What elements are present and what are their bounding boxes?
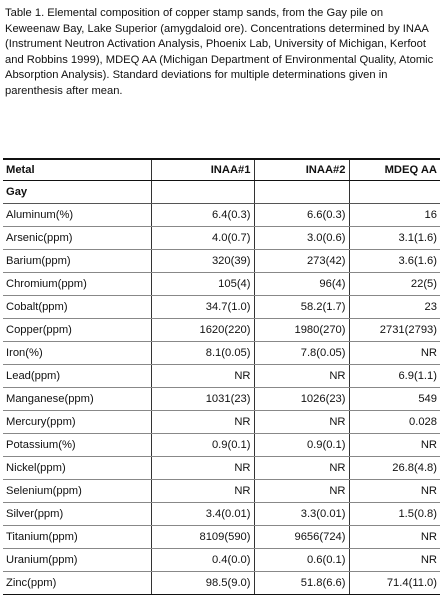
table-row — [3, 365, 440, 388]
metal-cell: Lead(ppm) — [3, 365, 151, 388]
metal-cell: Aluminum(%) — [3, 204, 151, 227]
metal-cell: Uranium(ppm) — [3, 549, 151, 572]
table-row — [3, 273, 440, 296]
inaa1-cell: 98.5(9.0) — [151, 572, 254, 595]
metal-cell: Barium(ppm) — [3, 250, 151, 273]
metal-cell: Selenium(ppm) — [3, 480, 151, 503]
table-row — [3, 250, 440, 273]
mdeq-aa-cell: NR — [349, 342, 440, 365]
mdeq-aa-cell: 26.8(4.8) — [349, 457, 440, 480]
metal-cell: Silver(ppm) — [3, 503, 151, 526]
table-row — [3, 204, 440, 227]
inaa1-cell: NR — [151, 480, 254, 503]
table-row — [3, 388, 440, 411]
table-row — [3, 457, 440, 480]
mdeq-aa-cell: 549 — [349, 388, 440, 411]
inaa2-cell: 96(4) — [254, 273, 349, 296]
inaa2-cell: NR — [254, 480, 349, 503]
inaa2-cell: 3.3(0.01) — [254, 503, 349, 526]
header-row — [3, 160, 440, 181]
table-row — [3, 526, 440, 549]
group-cell — [151, 181, 254, 204]
metal-cell: Copper(ppm) — [3, 319, 151, 342]
column-header-metal: Metal — [3, 160, 151, 181]
inaa1-cell: 8109(590) — [151, 526, 254, 549]
group-label: Gay — [3, 181, 151, 204]
group-row — [3, 181, 440, 204]
table-row — [3, 503, 440, 526]
mdeq-aa-cell: 23 — [349, 296, 440, 319]
inaa1-cell: 0.9(0.1) — [151, 434, 254, 457]
metal-cell: Nickel(ppm) — [3, 457, 151, 480]
table-row — [3, 434, 440, 457]
mdeq-aa-cell: 2731(2793) — [349, 319, 440, 342]
inaa2-cell: 1026(23) — [254, 388, 349, 411]
inaa2-cell: 51.8(6.6) — [254, 572, 349, 595]
inaa1-cell: 4.0(0.7) — [151, 227, 254, 250]
table-row — [3, 549, 440, 572]
inaa1-cell: 8.1(0.05) — [151, 342, 254, 365]
table-body — [3, 181, 440, 595]
inaa2-cell: 3.0(0.6) — [254, 227, 349, 250]
metal-cell: Arsenic(ppm) — [3, 227, 151, 250]
inaa2-cell: 0.6(0.1) — [254, 549, 349, 572]
column-header-inaa1: INAA#1 — [151, 160, 254, 181]
inaa1-cell: NR — [151, 411, 254, 434]
group-cell — [349, 181, 440, 204]
mdeq-aa-cell: 71.4(11.0) — [349, 572, 440, 595]
metal-cell: Cobalt(ppm) — [3, 296, 151, 319]
mdeq-aa-cell: 3.6(1.6) — [349, 250, 440, 273]
table-container — [3, 158, 440, 595]
mdeq-aa-cell: 0.028 — [349, 411, 440, 434]
mdeq-aa-cell: NR — [349, 434, 440, 457]
group-cell — [254, 181, 349, 204]
table-row — [3, 411, 440, 434]
inaa1-cell: 0.4(0.0) — [151, 549, 254, 572]
inaa2-cell: 273(42) — [254, 250, 349, 273]
mdeq-aa-cell: 22(5) — [349, 273, 440, 296]
inaa2-cell: 0.9(0.1) — [254, 434, 349, 457]
inaa1-cell: 6.4(0.3) — [151, 204, 254, 227]
metal-cell: Manganese(ppm) — [3, 388, 151, 411]
column-header-mdeq-aa: MDEQ AA — [349, 160, 440, 181]
mdeq-aa-cell: NR — [349, 549, 440, 572]
inaa2-cell: 9656(724) — [254, 526, 349, 549]
inaa1-cell: 320(39) — [151, 250, 254, 273]
inaa1-cell: NR — [151, 365, 254, 388]
inaa1-cell: 1031(23) — [151, 388, 254, 411]
inaa1-cell: NR — [151, 457, 254, 480]
table-row — [3, 296, 440, 319]
metal-cell: Chromium(ppm) — [3, 273, 151, 296]
mdeq-aa-cell: 3.1(1.6) — [349, 227, 440, 250]
inaa1-cell: 1620(220) — [151, 319, 254, 342]
inaa2-cell: NR — [254, 457, 349, 480]
mdeq-aa-cell: NR — [349, 480, 440, 503]
inaa1-cell: 105(4) — [151, 273, 254, 296]
composition-table — [3, 160, 440, 595]
mdeq-aa-cell: 6.9(1.1) — [349, 365, 440, 388]
inaa1-cell: 3.4(0.01) — [151, 503, 254, 526]
inaa1-cell: 34.7(1.0) — [151, 296, 254, 319]
metal-cell: Potassium(%) — [3, 434, 151, 457]
mdeq-aa-cell: NR — [349, 526, 440, 549]
table-row — [3, 480, 440, 503]
inaa2-cell: NR — [254, 411, 349, 434]
metal-cell: Titanium(ppm) — [3, 526, 151, 549]
column-header-inaa2: INAA#2 — [254, 160, 349, 181]
table-row — [3, 319, 440, 342]
mdeq-aa-cell: 1.5(0.8) — [349, 503, 440, 526]
inaa2-cell: 1980(270) — [254, 319, 349, 342]
inaa2-cell: 6.6(0.3) — [254, 204, 349, 227]
table-row — [3, 227, 440, 250]
inaa2-cell: NR — [254, 365, 349, 388]
inaa2-cell: 7.8(0.05) — [254, 342, 349, 365]
inaa2-cell: 58.2(1.7) — [254, 296, 349, 319]
table-caption: Table 1. Elemental composition of copper stamp sands, from the Gay pile on Keweenaw Bay, Lake Superior (amygdaloid ore). Concentrations determined by INAA (Instrument Neutron Activation Analysis, Phoenix Lab, University of Michigan, Kerfoot and Robbins 1999), MDEQ AA (Michigan Department of Environmental Quality, Atomic Absorption Analysis). Standard deviations for multiple determinations given in parenthesis after mean. — [5, 7, 434, 97]
metal-cell: Zinc(ppm) — [3, 572, 151, 595]
metal-cell: Mercury(ppm) — [3, 411, 151, 434]
metal-cell: Iron(%) — [3, 342, 151, 365]
table-row — [3, 572, 440, 595]
mdeq-aa-cell: 16 — [349, 204, 440, 227]
table-row — [3, 342, 440, 365]
